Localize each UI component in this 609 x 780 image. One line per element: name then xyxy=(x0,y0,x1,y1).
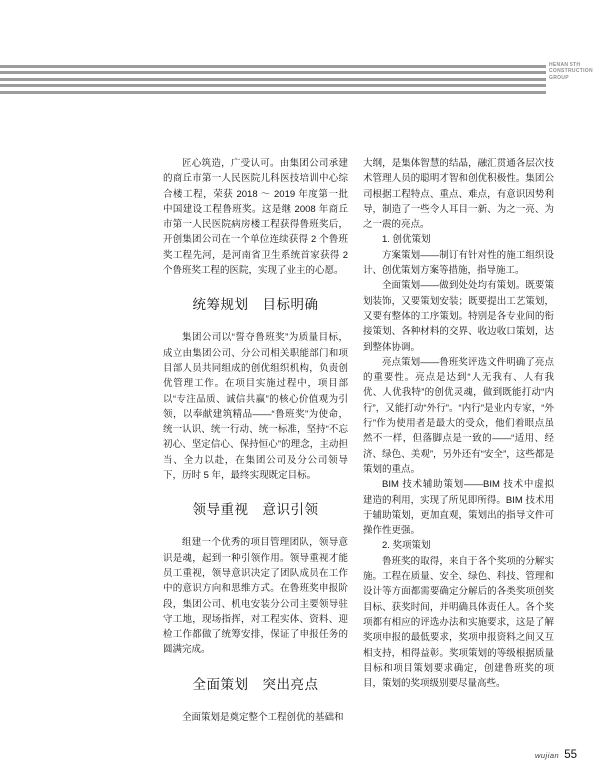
subsection-1-paragraph: 全面策划——做到处处均有策划。既要策划装饰，又要策划安装；既要提出工艺策划，又要有整体的工序策划。特别是各专业间的衔接策划、各种材料的交界、收边收口策划，达到整体协调。 xyxy=(363,280,554,353)
section-heading-3: 全面策划 突出亮点 xyxy=(192,676,319,692)
section-3-paragraph-start: 全面策划是奠定整个工程创优的基础和 xyxy=(182,711,344,723)
continuation-paragraph: 大纲，是集体智慧的结晶，融汇贯通各层次技术管理人员的聪明才智和创优积极性。集团公司根据工程特点、重点、难点，有意识因势利导，制造了一些令人耳目一新、为之一亮、为之一震的亮点。 xyxy=(363,158,554,231)
section-2-paragraph: 组建一个优秀的项目管理团队，领导意识是魂，起到一种引领作用。领导重视才能员工重视，领导意识决定了团队成员在工作中的意识方向和思维方式。在鲁班奖申报阶段，集团公司、机电安装分公司主要领导驻守工地，现场指挥，对工程实体、资料、迎检工作都做了统筹安排，保证了申报任务的圆满完成。 xyxy=(163,537,348,656)
organization-name-line: CONSTRUCTION xyxy=(549,68,593,75)
page-number: 55 xyxy=(564,749,577,761)
stripe xyxy=(0,71,546,74)
left-column xyxy=(163,156,348,725)
intro-paragraph: 匠心筑造，广受认可。由集团公司承建的商丘市第一人民医院儿科医技培训中心综合楼工程，荣获 2018 ～ 2019 年度第一批中国建设工程鲁班奖。这是继 2008 年商丘市第一人民医院病房楼工程获得鲁班奖后，开创集团公司在一个单位连续获得 2 个鲁班奖工程先河，是河南省卫生系统首家获得 2 个鲁班奖工程的医院，实现了业主的心愿。 xyxy=(163,158,348,277)
organization-name-line: GROUP xyxy=(549,74,569,81)
section-heading-2: 领导重视 意识引领 xyxy=(192,502,319,518)
subsection-1-paragraph: BIM 技术辅助策划——BIM 技术中虚拟建造的利用，实现了所见即所得。BIM 技术用于辅助策划，更加直观，策划出的指导文件可操作性更强。 xyxy=(363,479,554,537)
section-1-paragraph: 集团公司以“誓夺鲁班奖”为质量目标，成立由集团公司、分公司相关职能部门和项目部人员共同组成的创优组织机构，负责创优管理工作。在项目实施过程中，项目部以“专注品质、诚信共赢”的核心价值观为引领，以奉献建筑精品——“鲁班奖”为使命，统一认识、统一行动、统一标准，坚持“不忘初心、坚定信心、保持恒心”的理念，主动担当、全力以赴，在集团公司及分公司领导下，历时 5 年，最终实现既定目标。 xyxy=(163,332,348,482)
subsection-1-title: 1. 创优策划 xyxy=(382,234,431,246)
subsection-1-paragraph: 亮点策划——鲁班奖评选文件明确了亮点的重要性。亮点是达到“人无我有、人有我优、人优我特”的创优灵魂，做到既能打动“内行”，又能打动“外行”。“内行”是业内专家，“外行”作为使用者是最大的受众，他们着眼点虽然不一样，但落脚点是一致的——“适用、经济、绿色、美观”，另外还有“安全”，这些都是策划的重点。 xyxy=(363,356,554,475)
organization-name xyxy=(549,62,607,81)
subsection-2-title: 2. 奖项策划 xyxy=(382,540,431,552)
subsection-2-paragraph: 鲁班奖的取得，来自于各个奖项的分解实施。工程在质量、安全、绿色、科技、管理和设计等方面都需要确定分解后的各类奖项创奖目标、获奖时间，并明确具体责任人。各个奖项都有相应的评选办法和实施要求，这是了解奖项申报的最低要求，奖项申报资料之间又互相支持，相得益彰。奖项策划的等级根据质量目标和项目策划要求确定，创建鲁班奖的项目，策划的奖项级别要尽量高些。 xyxy=(363,555,554,690)
right-column xyxy=(363,156,554,691)
stripe xyxy=(0,91,546,94)
stripe xyxy=(0,78,546,81)
subsection-1-paragraph: 方案策划——制订有针对性的施工组织设计、创优策划方案等措施，指导施工。 xyxy=(363,249,554,277)
stripe xyxy=(0,65,546,68)
stripe xyxy=(0,84,546,87)
page-folio xyxy=(535,745,577,763)
organization-name-line: HENAN 5TH xyxy=(549,62,581,68)
section-heading-1: 统筹规划 目标明确 xyxy=(192,297,319,313)
journal-brand: wujian xyxy=(534,751,560,760)
header-stripe-band xyxy=(0,65,546,94)
